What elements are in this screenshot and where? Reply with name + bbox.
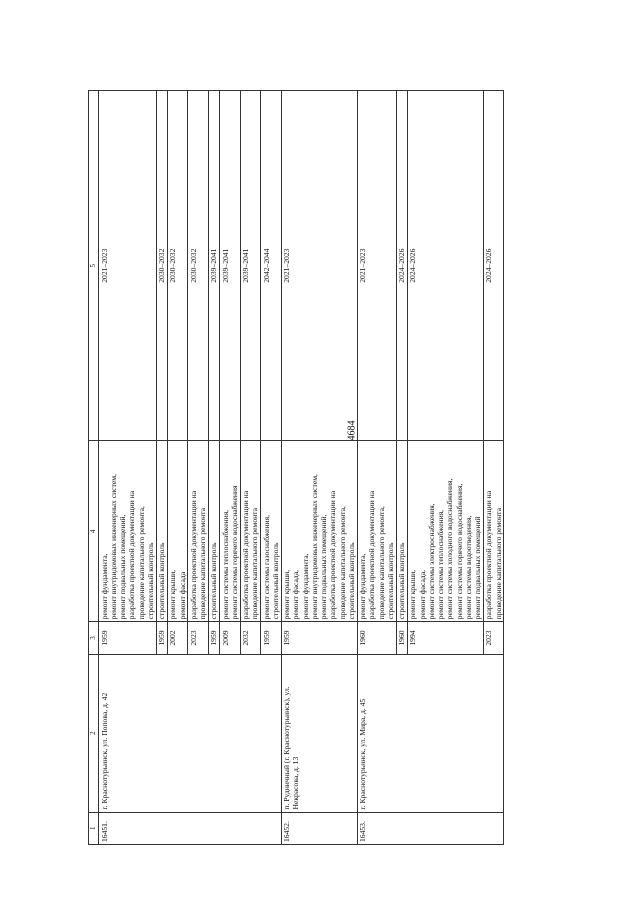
year-cell: 2009: [220, 622, 241, 654]
works-cell: строительный контроль: [396, 441, 407, 622]
year-cell: 2023: [483, 622, 504, 654]
period-cell: 2021–2023: [281, 91, 357, 441]
rotated-page: [88, 90, 503, 845]
header-col-2: 2: [89, 654, 99, 812]
year-cell: 1994: [407, 622, 483, 654]
row-number: 16452.: [281, 812, 357, 844]
works-cell: ремонт фундамента, ремонт внутридомовых инженерных систем, ремонт подвальных помещений, разработка проектной документации на проведение капитального ремонта, строительный контроль: [99, 441, 157, 622]
address-cell: п. Рудничный (г. Краснотурьинск), ул. Некрасова, д. 13: [281, 654, 357, 812]
header-col-3: 3: [89, 622, 99, 654]
table-row: [281, 91, 357, 845]
period-cell: 2030–2032: [188, 91, 209, 441]
row-number: 16453.: [357, 812, 504, 844]
address-cell: г. Краснотурьинск, ул. Мира, д. 45: [357, 654, 504, 812]
period-cell: 2024–2026: [483, 91, 504, 441]
period-cell: 2039–2041: [220, 91, 241, 441]
header-col-1: 1: [89, 812, 99, 844]
year-cell: 1959: [156, 622, 167, 654]
year-cell: 1959: [261, 622, 282, 654]
works-cell: ремонт крыши, ремонт фасада, ремонт фундамента, ремонт внутридомовых инженерных систем, ремонт подвальных помещений, разработка проектной документации на проведение капитального ремонта, строительный контроль: [281, 441, 357, 622]
works-cell: ремонт крыши, ремонт фасада, ремонт системы электроснабжения, ремонт системы теплоснабжения, ремонт системы холодного водоснабжения, ремонт системы горячего водоснабжения, ремонт системы водоотведения, ремонт подвальных помещений: [407, 441, 483, 622]
year-cell: 1959: [208, 622, 219, 654]
period-cell: 2021–2023: [99, 91, 157, 441]
year-cell: 2002: [167, 622, 188, 654]
year-cell: 1960: [357, 622, 396, 654]
table-row: [99, 91, 157, 845]
header-row: [89, 91, 99, 845]
year-cell: 2032: [240, 622, 261, 654]
period-cell: 2024–2026: [396, 91, 407, 441]
address-cell: г. Краснотурьинск, ул. Попова, д. 42: [99, 654, 282, 812]
period-cell: 2024–2026: [407, 91, 483, 441]
year-cell: 1959: [281, 622, 357, 654]
period-cell: 2030–2032: [167, 91, 188, 441]
works-cell: ремонт фундамента, разработка проектной документации на проведение капитального ремонта, строительный контроль: [357, 441, 396, 622]
year-cell: 2023: [188, 622, 209, 654]
works-cell: строительный контроль: [208, 441, 219, 622]
year-cell: 1959: [99, 622, 157, 654]
capital-repair-table: [88, 90, 504, 845]
works-cell: разработка проектной документации на проведение капитального ремонта: [483, 441, 504, 622]
period-cell: 2021–2023: [357, 91, 396, 441]
header-col-5: 5: [89, 91, 99, 441]
page-number: 4684: [346, 420, 358, 441]
works-cell: строительный контроль: [156, 441, 167, 622]
works-cell: ремонт системы теплоснабжения, ремонт системы горячего водоснабжения: [220, 441, 241, 622]
period-cell: 2042–2044: [261, 91, 282, 441]
year-cell: 1960: [396, 622, 407, 654]
period-cell: 2030–2032: [156, 91, 167, 441]
works-cell: разработка проектной документации на проведение капитального ремонта: [240, 441, 261, 622]
row-number: 16451.: [99, 812, 282, 844]
works-cell: разработка проектной документации на проведение капитального ремонта: [188, 441, 209, 622]
works-cell: ремонт системы газоснабжения, строительный контроль: [261, 441, 282, 622]
works-cell: ремонт крыши, ремонт фасада: [167, 441, 188, 622]
period-cell: 2039–2041: [240, 91, 261, 441]
period-cell: 2039–2041: [208, 91, 219, 441]
table-row: [357, 91, 396, 845]
header-col-4: 4: [89, 441, 99, 622]
